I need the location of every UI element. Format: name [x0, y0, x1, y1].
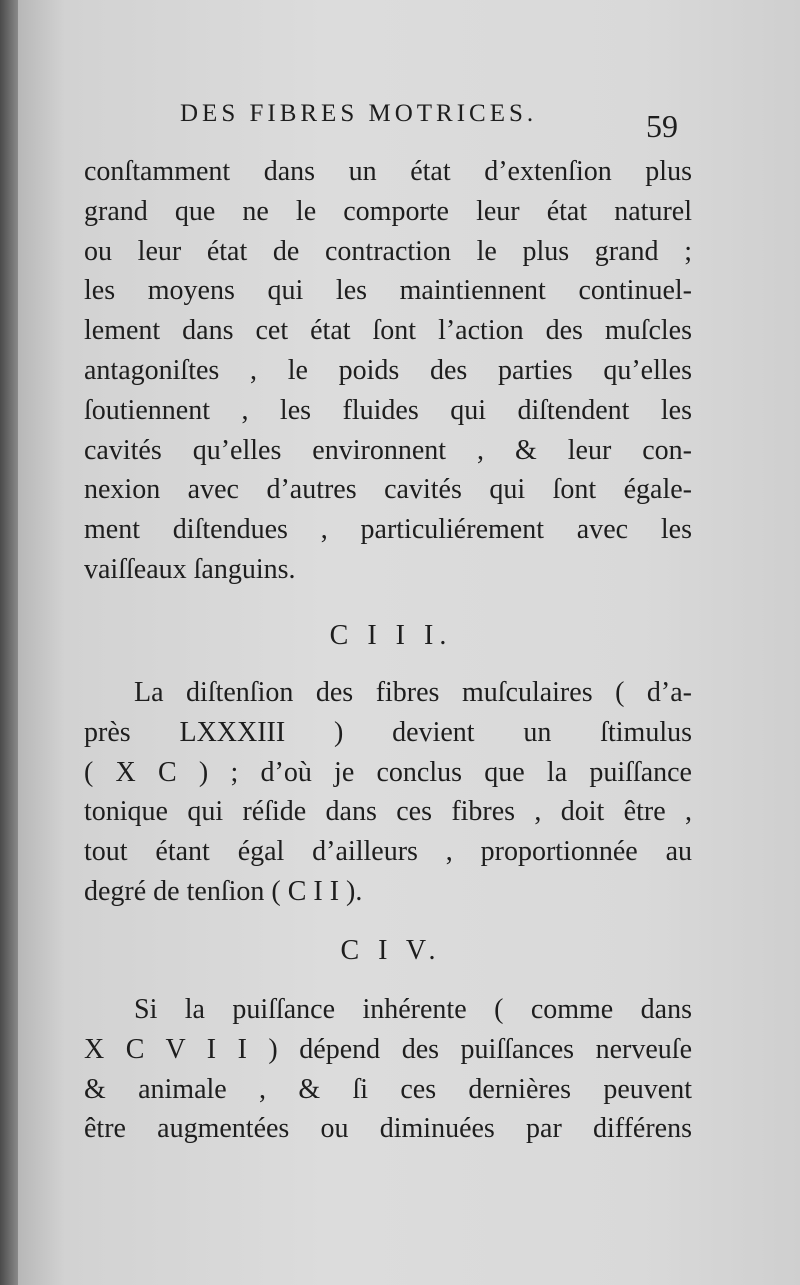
text-line: ( X C ) ; d’où je conclus que la puiſſance	[84, 756, 692, 788]
text-line: antagoniſtes , le poids des parties qu’elles	[84, 354, 692, 386]
paragraph-ciii	[84, 673, 692, 912]
text-line: tout étant égal d’ailleurs , proportionnée au	[84, 836, 692, 868]
text-line: les moyens qui les maintiennent continuel-	[84, 275, 692, 307]
text-line: cavités qu’elles environnent , & leur con-	[84, 434, 692, 466]
text-line: degré de tenſion ( C I I ).	[84, 875, 363, 907]
section-heading-civ: C I V.	[340, 935, 442, 966]
text-line: La diſtenſion des fibres muſculaires ( d’a-	[134, 677, 692, 708]
text-line: lement dans cet état ſont l’action des muſcles	[84, 315, 692, 347]
text-line: Si la puiſſance inhérente ( comme dans	[134, 994, 692, 1025]
paragraph-continued	[84, 152, 692, 590]
text-line: conſtamment dans un état d’extenſion plus	[84, 156, 692, 187]
text-line: X C V I I ) dépend des puiſſances nerveuſe	[84, 1033, 692, 1065]
text-line: & animale , & ſi ces dernières peuvent	[84, 1073, 692, 1105]
text-line: ſoutiennent , les fluides qui diſtendent les	[84, 394, 692, 426]
text-line: près LXXXIII ) devient un ſtimulus	[84, 716, 692, 748]
text-line: ment diſtendues , particuliérement avec les	[84, 514, 692, 546]
section-heading-ciii: C I I I.	[329, 620, 453, 651]
running-head: DES FIBRES MOTRICES.	[180, 100, 538, 127]
book-page	[18, 0, 800, 1285]
text-line: nexion avec d’autres cavités qui ſont égale-	[84, 474, 692, 506]
text-line: vaiſſeaux ſanguins.	[84, 553, 296, 585]
text-line: tonique qui réſide dans ces fibres , doit être ,	[84, 796, 692, 828]
text-line: être augmentées ou diminuées par différens	[84, 1113, 692, 1145]
page-gutter-shadow	[0, 0, 18, 1285]
page-number: 59	[646, 108, 678, 144]
text-line: ou leur état de contraction le plus grand ;	[84, 235, 692, 267]
text-line: grand que ne le comporte leur état naturel	[84, 195, 692, 227]
paragraph-civ	[84, 990, 692, 1149]
